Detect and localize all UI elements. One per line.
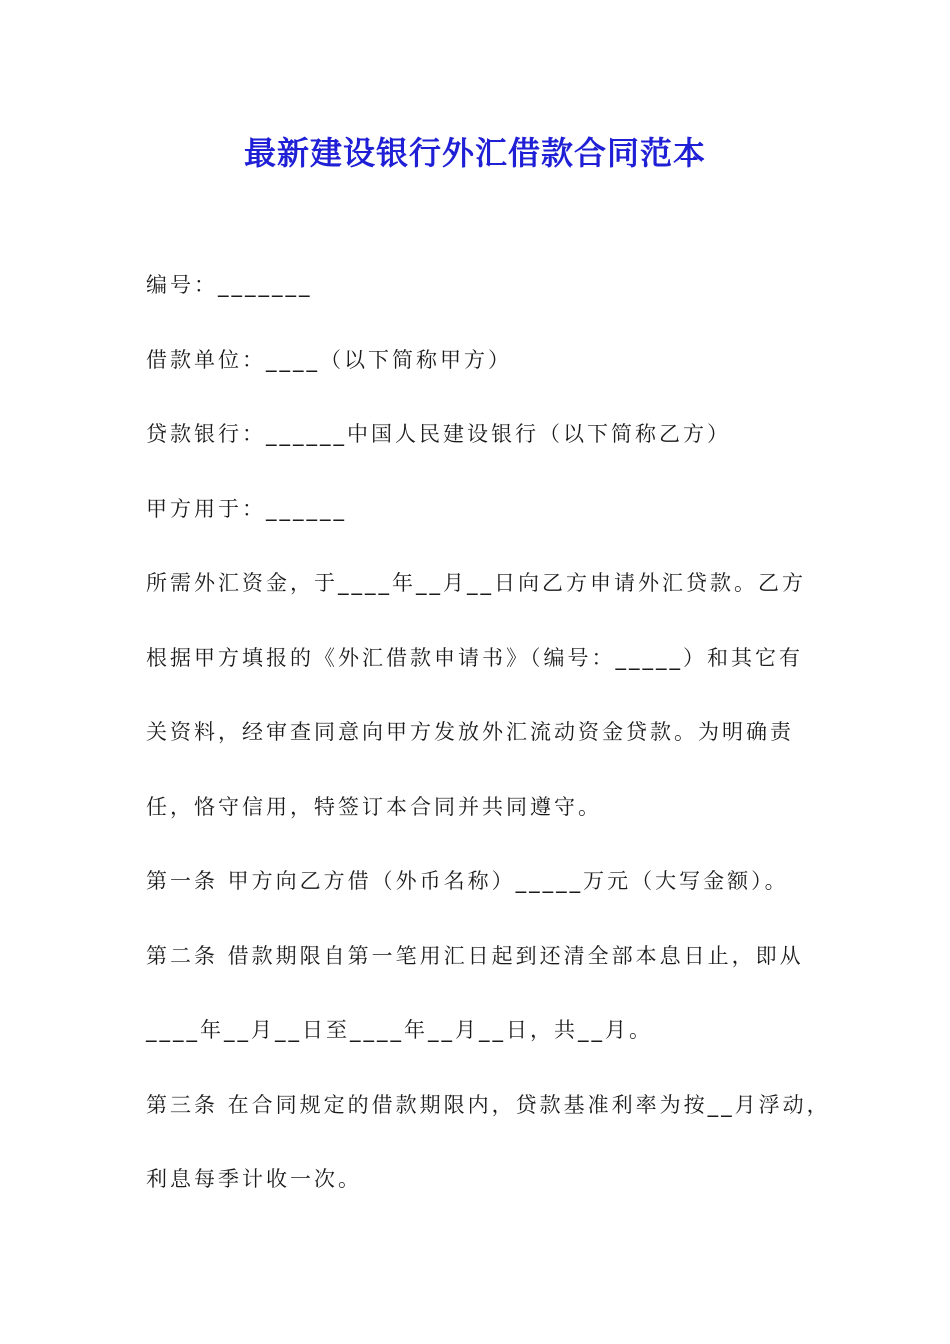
article-3-continued-line: 利息每季计收一次。 [146, 1167, 362, 1191]
paragraph-line: 任，恪守信用，特签订本合同并共同遵守。 [146, 795, 602, 819]
purpose-line: 甲方用于：______ [146, 497, 347, 521]
article-1-line: 第一条 甲方向乙方借（外币名称）_____万元（大写金额）。 [146, 869, 789, 893]
contract-number-line: 编号：_______ [146, 273, 313, 297]
borrower-line: 借款单位：____（以下简称甲方） [146, 348, 512, 372]
lending-bank-line: 贷款银行：______中国人民建设银行（以下简称乙方） [146, 422, 731, 446]
article-3-line: 第三条 在合同规定的借款期限内，贷款基准利率为按__月浮动， [146, 1093, 831, 1117]
document-title: 最新建设银行外汇借款合同范本 [243, 134, 706, 172]
paragraph-line: 关资料，经审查同意向甲方发放外汇流动资金贷款。为明确责 [146, 720, 794, 744]
article-2-continued-line: ____年__月__日至____年__月__日，共__月。 [146, 1018, 653, 1042]
paragraph-line: 根据甲方填报的《外汇借款申请书》（编号：_____）和其它有 [146, 646, 803, 670]
article-2-line: 第二条 借款期限自第一笔用汇日起到还清全部本息日止，即从 [146, 944, 804, 968]
paragraph-line: 所需外汇资金，于____年__月__日向乙方申请外汇贷款。乙方 [146, 571, 806, 595]
